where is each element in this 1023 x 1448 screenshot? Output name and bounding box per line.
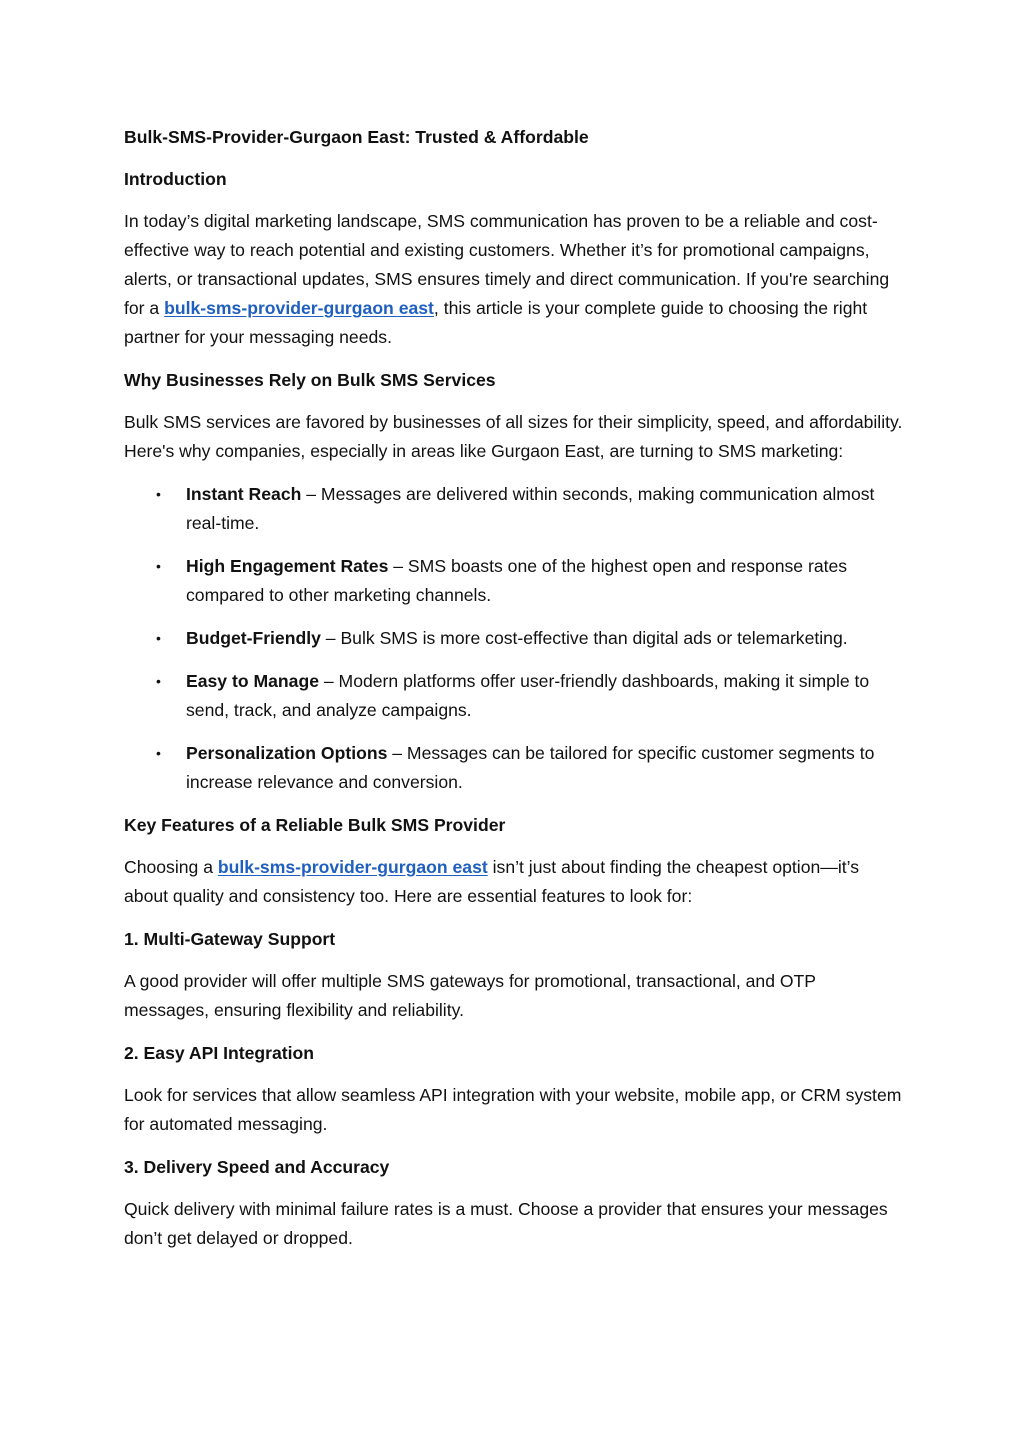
section-text-delivery-speed: Quick delivery with minimal failure rates is a must. Choose a provider that ensures your messages don’t get delayed or dropped. [124,1199,888,1248]
list-item [124,667,904,725]
list-item-term: Easy to Manage [186,671,319,691]
features-text-after-link: isn’t just about finding the cheapest option—it’s about quality and consistency too. Here are essential features to look for: [124,857,860,906]
document-title: Bulk-SMS-Provider-Gurgaon East: Trusted & Affordable [124,127,589,147]
intro-paragraph [124,207,904,352]
list-item [124,739,904,797]
list-item-desc: – SMS boasts one of the highest open and response rates compared to other marketing channels. [186,556,848,605]
section-heading-multi-gateway: 1. Multi-Gateway Support [124,929,336,949]
list-item-desc: – Modern platforms offer user-friendly dashboards, making it simple to send, track, and analyze campaigns. [186,671,870,720]
intro-heading: Introduction [124,169,227,189]
bullet-icon: • [156,630,161,646]
section-heading-delivery-speed: 3. Delivery Speed and Accuracy [124,1157,390,1177]
list-item-term: Instant Reach [186,484,302,504]
intro-text-after-link: , this article is your complete guide to choosing the right partner for your messaging needs. [124,298,868,347]
features-heading: Key Features of a Reliable Bulk SMS Provider [124,815,506,835]
features-provider-link[interactable]: bulk-sms-provider-gurgaon east [217,857,488,877]
bullet-icon: • [156,673,161,689]
list-item-desc: – Bulk SMS is more cost-effective than digital ads or telemarketing. [320,628,848,648]
features-paragraph [124,853,904,911]
why-heading: Why Businesses Rely on Bulk SMS Services [124,370,496,390]
benefits-list [124,480,904,797]
document-body [124,123,904,1267]
why-paragraph: Bulk SMS services are favored by businesses of all sizes for their simplicity, speed, and affordability. Here's why companies, especially in areas like Gurgaon East, are turning to SMS marketing: [124,412,903,461]
section-text-api-integration: Look for services that allow seamless API integration with your website, mobile app, or CRM system for automated messaging. [124,1085,902,1134]
features-text-before-link: Choosing a [124,857,218,877]
intro-text-before-link: In today’s digital marketing landscape, SMS communication has proven to be a reliable and cost-effective way to reach potential and existing customers. Whether it’s for promotional campaigns, alerts, or transactional updates, SMS ensures timely and direct communication. If you're searching for a [124,211,890,318]
list-item-term: High Engagement Rates [186,556,389,576]
section-heading-api-integration: 2. Easy API Integration [124,1043,315,1063]
list-item-desc: – Messages are delivered within seconds, making communication almost real-time. [186,484,875,533]
intro-provider-link[interactable]: bulk-sms-provider-gurgaon east [164,298,434,318]
section-text-multi-gateway: A good provider will offer multiple SMS gateways for promotional, transactional, and OTP messages, ensuring flexibility and reliability. [124,971,816,1020]
list-item [124,552,904,610]
list-item [124,480,904,538]
bullet-icon: • [156,486,161,502]
bullet-icon: • [156,745,161,761]
list-item-desc: – Messages can be tailored for specific customer segments to increase relevance and conversion. [186,743,875,792]
list-item-term: Personalization Options [186,743,388,763]
list-item-term: Budget-Friendly [186,628,321,648]
list-item [124,624,904,653]
bullet-icon: • [156,558,161,574]
